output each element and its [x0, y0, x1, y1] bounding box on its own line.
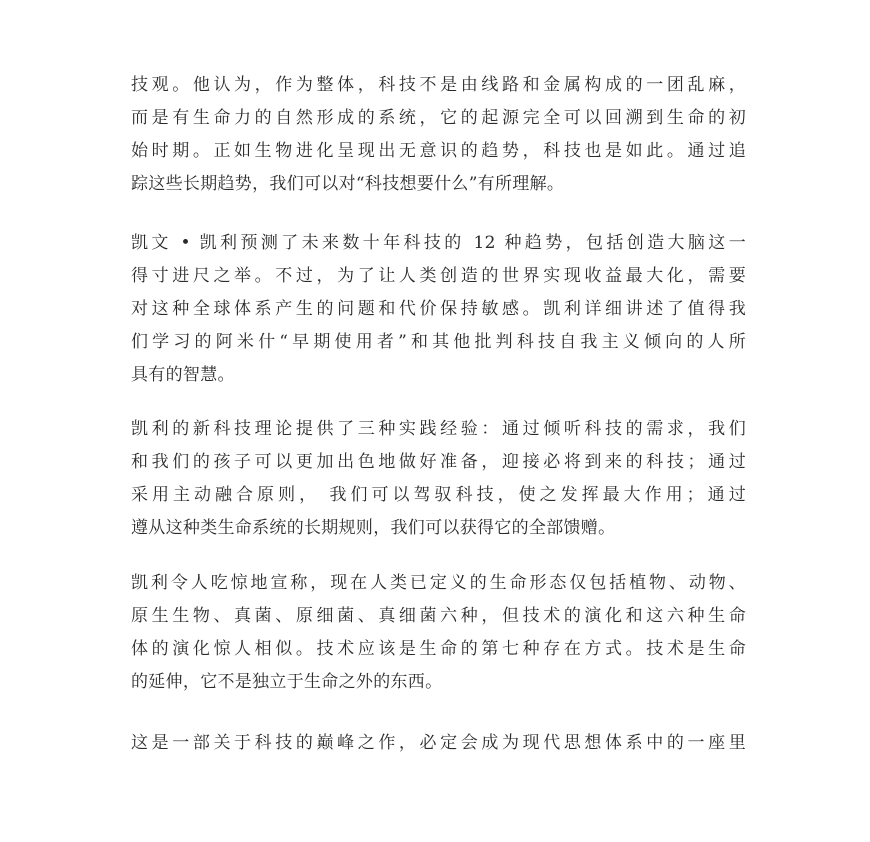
text-line: 遵从这种类生命系统的长期规则，我们可以获得它的全部馈赠。 [131, 518, 616, 538]
text-line: 采用主动融合原则， 我们可以驾驭科技，使之发挥最大作用；通过 [131, 485, 746, 505]
paragraph-4 [131, 567, 746, 699]
text-line: 体的演化惊人相似。技术应该是生命的第七种存在方式。技术是生命 [131, 639, 746, 659]
text-line: 得寸进尺之举。不过，为了让人类创造的世界实现收益最大化，需要 [131, 266, 746, 286]
paragraph-1 [131, 69, 746, 201]
text-line: 始时期。正如生物进化呈现出无意识的趋势，科技也是如此。通过追 [131, 141, 746, 161]
text-line: 技观。他认为，作为整体，科技不是由线路和金属构成的一团乱麻， [131, 75, 746, 95]
text-line: 对这种全球体系产生的问题和代价保持敏感。凯利详细讲述了值得我 [131, 299, 746, 319]
paragraph-3 [131, 413, 746, 545]
text-line: 这是一部关于科技的巅峰之作，必定会成为现代思想体系中的一座里 [131, 733, 746, 753]
text-line: 的延伸，它不是独立于生命之外的东西。 [131, 672, 443, 692]
paragraph-5 [131, 727, 746, 760]
text-line: 而是有生命力的自然形成的系统，它的起源完全可以回溯到生命的初 [131, 108, 746, 128]
text-line: 凯利令人吃惊地宣称，现在人类已定义的生命形态仅包括植物、动物、 [131, 573, 746, 593]
text-line: 具有的智慧。 [131, 365, 235, 385]
text-line: 凯文 • 凯利预测了未来数十年科技的 12 种趋势，包括创造大脑这一 [131, 233, 746, 253]
paragraph-2 [131, 227, 746, 392]
text-line: 原生生物、真菌、原细菌、真细菌六种，但技术的演化和这六种生命 [131, 606, 746, 626]
text-line: 和我们的孩子可以更加出色地做好准备，迎接必将到来的科技；通过 [131, 452, 746, 472]
text-line: 们学习的阿米什“早期使用者”和其他批判科技自我主义倾向的人所 [131, 332, 746, 352]
text-line: 踪这些长期趋势，我们可以对“科技想要什么”有所理解。 [131, 174, 565, 194]
text-line: 凯利的新科技理论提供了三种实践经验：通过倾听科技的需求，我们 [131, 419, 746, 439]
